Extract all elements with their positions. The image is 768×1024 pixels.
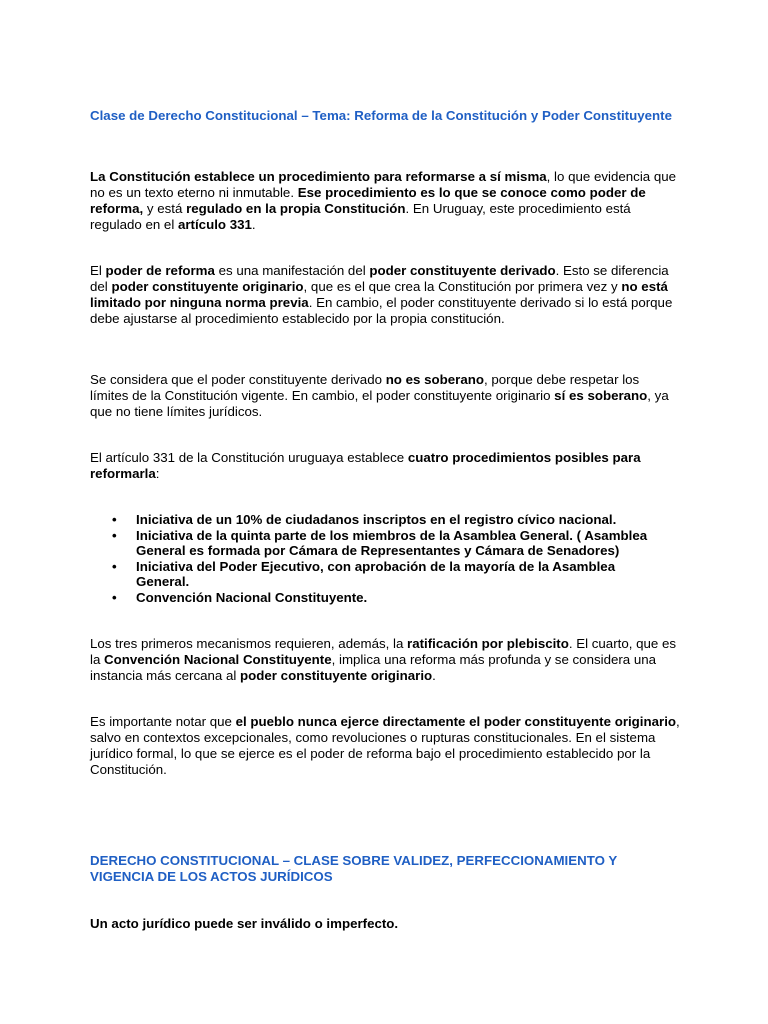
bullet-marker: • <box>112 558 117 574</box>
bullet-marker: • <box>112 527 117 543</box>
paragraph-pueblo: Es importante notar que el pueblo nunca ejerce directamente el poder constituyente originario, salvo en contextos excepcionales, como revoluciones o rupturas constitucionales. En el sistema jurídico formal, lo que se ejerce es el poder de reforma bajo el procedimiento establecido por la Constitución. <box>90 714 680 777</box>
section-heading-reforma: Clase de Derecho Constitucional – Tema: Reforma de la Constitución y Poder Constituyente <box>90 108 672 123</box>
list-item: • Iniciativa del Poder Ejecutivo, con aprobación de la mayoría de la Asamblea General. <box>112 558 616 589</box>
document-page <box>90 0 680 1024</box>
bullet-marker: • <box>112 512 117 527</box>
paragraph-acto-juridico: Un acto jurídico puede ser inválido o imperfecto. <box>90 916 399 931</box>
section-heading-validez: DERECHO CONSTITUCIONAL – CLASE SOBRE VALIDEZ, PERFECCIONAMIENTO Y VIGENCIA DE LOS ACTOS JURÍDICOS <box>90 853 618 884</box>
bullet-marker: • <box>112 589 117 605</box>
paragraph-poder-reforma: El poder de reforma es una manifestación del poder constituyente derivado. Esto se diferencia del poder constituyente originario, que es el que crea la Constitución por primera vez y no está limitado por ninguna norma previa. En cambio, el poder constituyente derivado si lo está porque debe ajustarse al procedimiento establecido por la propia constitución. <box>90 263 673 326</box>
paragraph-ratificacion: Los tres primeros mecanismos requieren, además, la ratificación por plebiscito. El cuarto, que es la Convención Nacional Constituyente, implica una reforma más profunda y se considera una instancia más cercana al poder constituyente originario. <box>90 636 677 683</box>
paragraph-soberania: Se considera que el poder constituyente derivado no es soberano, porque debe respetar los límites de la Constitución vigente. En cambio, el poder constituyente originario sí es soberano, ya que no tiene límites jurídicos. <box>90 372 669 419</box>
list-item: • Iniciativa de un 10% de ciudadanos inscriptos en el registro cívico nacional. <box>112 512 617 527</box>
paragraph-procedimiento-reforma: La Constitución establece un procedimiento para reformarse a sí misma, lo que evidencia que no es un texto eterno ni inmutable. Ese procedimiento es lo que se conoce como poder de reforma, y está regulado en la propia Constitución. En Uruguay, este procedimiento está regulado en el artículo 331. <box>90 169 677 232</box>
list-item: • Convención Nacional Constituyente. <box>112 589 368 605</box>
paragraph-articulo-331: El artículo 331 de la Constitución uruguaya establece cuatro procedimientos posibles para reformarla: <box>90 450 641 481</box>
list-item: • Iniciativa de la quinta parte de los miembros de la Asamblea General. ( Asamblea General es formada por Cámara de Representantes y Cámara de Senadores) <box>112 527 648 558</box>
procedimientos-list <box>90 512 680 605</box>
